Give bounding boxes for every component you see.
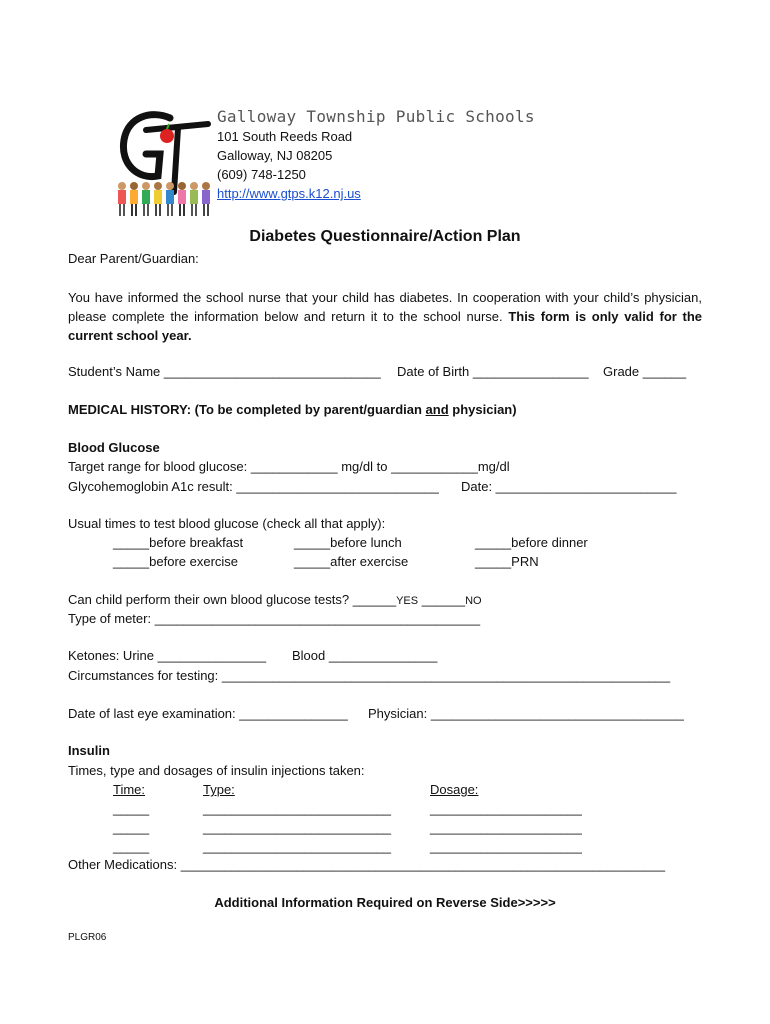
physician-field[interactable]: Physician: ___________________________________ bbox=[368, 706, 684, 721]
no-option: NO bbox=[465, 595, 482, 607]
insulin-type-2[interactable]: __________________________ bbox=[203, 820, 391, 835]
col-type-header: Type: bbox=[203, 782, 235, 797]
option-prn[interactable]: _____PRN bbox=[475, 554, 539, 569]
a1c-date-field[interactable]: Date: _________________________ bbox=[461, 479, 677, 494]
medical-history-suffix: physician) bbox=[448, 402, 517, 417]
insulin-time-1[interactable]: _____ bbox=[113, 801, 150, 816]
self-test-question[interactable] bbox=[68, 592, 482, 607]
target-range-field[interactable]: Target range for blood glucose: ____________ mg/dl to ____________mg/dl bbox=[68, 459, 510, 474]
option-before-lunch[interactable]: _____before lunch bbox=[294, 535, 402, 550]
blood-glucose-heading: Blood Glucose bbox=[68, 440, 160, 455]
insulin-type-3[interactable]: __________________________ bbox=[203, 839, 391, 854]
website-link[interactable]: http://www.gtps.k12.nj.us bbox=[217, 186, 361, 201]
phone-number: (609) 748-1250 bbox=[217, 167, 306, 182]
circumstances-field[interactable]: Circumstances for testing: ______________________________________________________________ bbox=[68, 668, 671, 683]
option-before-breakfast[interactable]: _____before breakfast bbox=[113, 535, 244, 550]
school-name: Galloway Township Public Schools bbox=[217, 107, 535, 126]
option-after-exercise[interactable]: _____after exercise bbox=[294, 554, 409, 569]
medical-history-prefix: MEDICAL HISTORY: (To be completed by parent/guardian bbox=[68, 402, 426, 417]
medical-history-heading bbox=[68, 402, 517, 417]
school-logo bbox=[112, 106, 216, 224]
intro-text: You have informed the school nurse that your child has diabetes. In cooperation with your child’s physician, please complete the information below and return it to the school nurse. bbox=[68, 290, 702, 324]
address-line-2: Galloway, NJ 08205 bbox=[217, 148, 333, 163]
form-title: Diabetes Questionnaire/Action Plan bbox=[249, 228, 521, 245]
a1c-result-field[interactable]: Glycohemoglobin A1c result: ____________________________ bbox=[68, 479, 439, 494]
option-before-exercise[interactable]: _____before exercise bbox=[113, 554, 239, 569]
intro-paragraph bbox=[68, 288, 702, 345]
ketones-urine-field[interactable]: Ketones: Urine _______________ bbox=[68, 648, 267, 663]
insulin-dosage-1[interactable]: _____________________ bbox=[430, 801, 582, 816]
student-name-field[interactable]: Student’s Name ______________________________ bbox=[68, 364, 381, 379]
insulin-dosage-3[interactable]: _____________________ bbox=[430, 839, 582, 854]
salutation: Dear Parent/Guardian: bbox=[68, 251, 199, 266]
eye-exam-field[interactable]: Date of last eye examination: _______________ bbox=[68, 706, 348, 721]
meter-type-field[interactable]: Type of meter: _____________________________________________ bbox=[68, 611, 481, 626]
address-line-1: 101 South Reeds Road bbox=[217, 129, 353, 144]
no-blank: ______ bbox=[418, 592, 466, 607]
intro-validity-note: This form is only valid for the current school year. bbox=[68, 309, 702, 343]
grade-field[interactable]: Grade ______ bbox=[603, 364, 687, 379]
yes-option: YES bbox=[396, 595, 419, 607]
insulin-times-label: Times, type and dosages of insulin injections taken: bbox=[68, 763, 365, 778]
col-dosage-header: Dosage: bbox=[430, 782, 479, 797]
col-time-header: Time: bbox=[113, 782, 146, 797]
option-before-dinner[interactable]: _____before dinner bbox=[475, 535, 588, 550]
medical-history-and: and bbox=[425, 402, 449, 417]
form-code: PLGR06 bbox=[68, 932, 107, 943]
ketones-blood-field[interactable]: Blood _______________ bbox=[292, 648, 438, 663]
self-test-text: Can child perform their own blood glucose tests? ______ bbox=[68, 592, 397, 607]
insulin-dosage-2[interactable]: _____________________ bbox=[430, 820, 582, 835]
usual-times-label: Usual times to test blood glucose (check all that apply): bbox=[68, 516, 386, 531]
other-medications-field[interactable]: Other Medications: ___________________________________________________________________ bbox=[68, 857, 666, 872]
insulin-time-3[interactable]: _____ bbox=[113, 839, 150, 854]
insulin-type-1[interactable]: __________________________ bbox=[203, 801, 391, 816]
reverse-side-note: Additional Information Required on Reverse Side>>>>> bbox=[214, 895, 556, 910]
date-of-birth-field[interactable]: Date of Birth ________________ bbox=[397, 364, 589, 379]
insulin-heading: Insulin bbox=[68, 743, 110, 758]
insulin-time-2[interactable]: _____ bbox=[113, 820, 150, 835]
